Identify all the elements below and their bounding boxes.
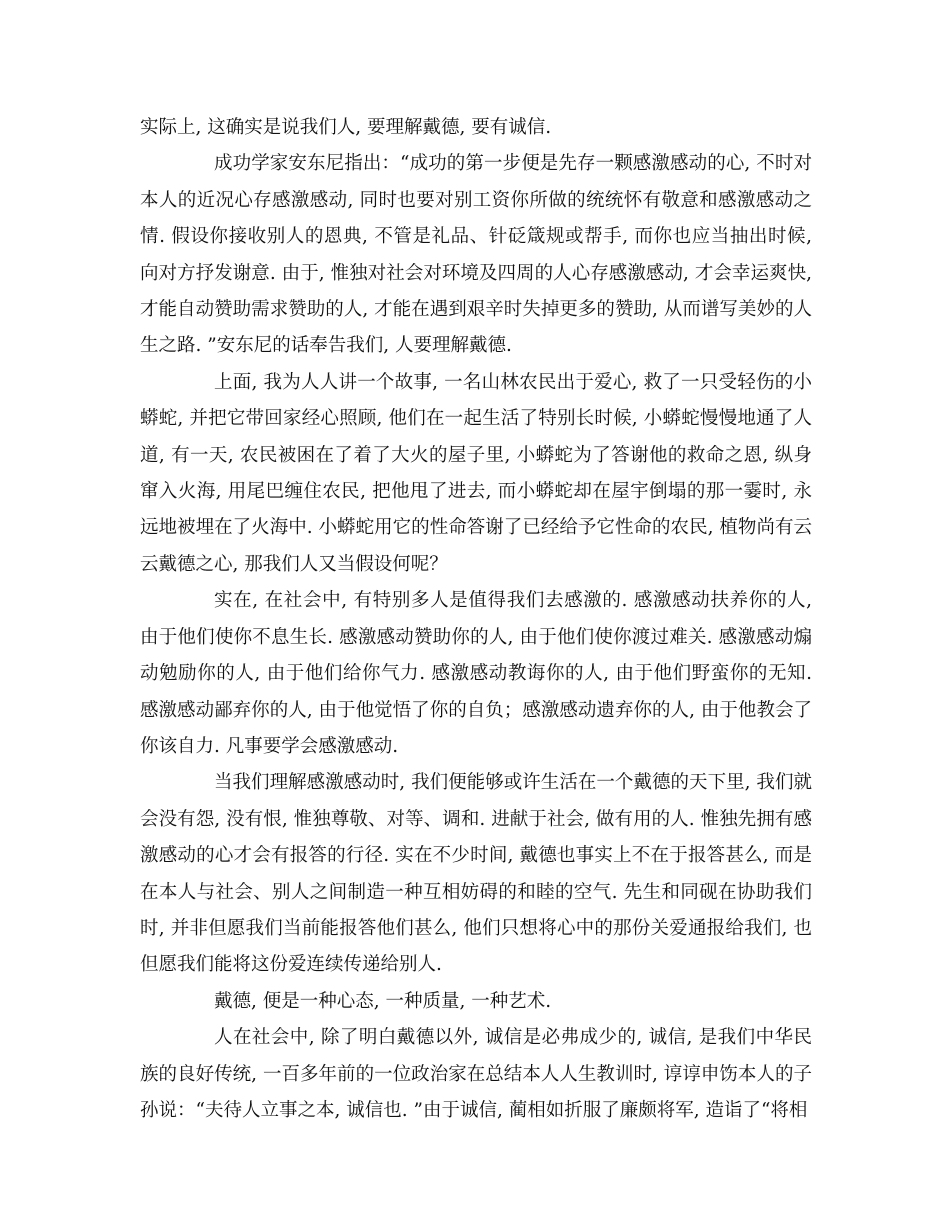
paragraph-gratitude-list: 实在, 在社会中, 有特别多人是值得我们去感激的. 感激感动扶养你的人, 由于他们使你不息生长. 感激感动赞助你的人, 由于他们使你渡过难关. 感激感动煽动勉励你的人, 由于他们给你气力. 感激感动教诲你的人, 由于他们野蛮你的无知. 感激感动鄙弃你的人, 由于他觉悟了你的自负；感激感动遗弃你的人, 由于他教会了你该自力. 凡事要学会感激感动. [140, 590, 812, 757]
paragraph-anthony-quote: 成功学家安东尼指出：“成功的第一步便是先存一颗感激感动的心, 不时对本人的近况心存感激感动, 同时也要对别工资你所做的统统怀有敬意和感激感动之情. 假设你接收别人的恩典, 不管是礼品、针砭箴规或帮手, 而你也应当抽出时候, 向对方抒发谢意. 由于, 惟独对社会对环境及四周的人心存感激感动, 才会幸运爽快, 才能自动赞助需求赞助的人, 才能在遇到艰辛时失掉更多的赞助, 从而谱写美妙的人生之路. ”安东尼的话奉告我们, 人要理解戴德. [140, 153, 812, 357]
paragraph-intro: 实际上, 这确实是说我们人, 要理解戴德, 要有诚信. [140, 117, 552, 138]
paragraph-snake-story: 上面, 我为人人讲一个故事, 一名山林农民出于爱心, 救了一只受轻伤的小蟒蛇, 并把它带回家经心照顾, 他们在一起生活了特别长时候, 小蟒蛇慢慢地通了人道, 有一天, 农民被困在了着了大火的屋子里, 小蟒蛇为了答谢他的救命之恩, 纵身窜入火海, 用尾巴缠住农民, 把他甩了进去, 而小蟒蛇却在屋宇倒塌的那一霎时, 永远地被埋在了火海中. 小蟒蛇用它的性命答谢了已经给予它性命的农民, 植物尚有云云戴德之心, 那我们人又当假设何呢？ [140, 371, 812, 575]
paragraph-integrity: 人在社会中, 除了明白戴德以外, 诚信是必弗成少的, 诚信, 是我们中华民族的良好传统, 一百多年前的一位政治家在总结本人人生教训时, 谆谆申饬本人的子孙说：“夫待人立事之本, 诚信也. ”由于诚信, 蔺相如折服了廉颇将军, 造诣了“将相 [140, 1027, 812, 1121]
paragraph-gratitude-definition: 戴德, 便是一种心态, 一种质量, 一种艺术. [214, 990, 552, 1012]
paragraph-gratitude-world: 当我们理解感激感动时, 我们便能够或许生活在一个戴德的天下里, 我们就会没有怨, 没有恨, 惟独尊敬、对等、调和. 进献于社会, 做有用的人. 惟独先拥有感激感动的心才会有报答的行径. 实在不少时间, 戴德也事实上不在于报答甚么, 而是在本人与社会、别人之间制造一种互相妨碍的和睦的空气. 先生和同砚在协助我们时, 并非但愿我们当前能报答他们甚么, 他们只想将心中的那份关爱通报给我们, 也但愿我们能将这份爱连续传递给别人. [140, 772, 812, 976]
document-body [140, 110, 812, 1129]
